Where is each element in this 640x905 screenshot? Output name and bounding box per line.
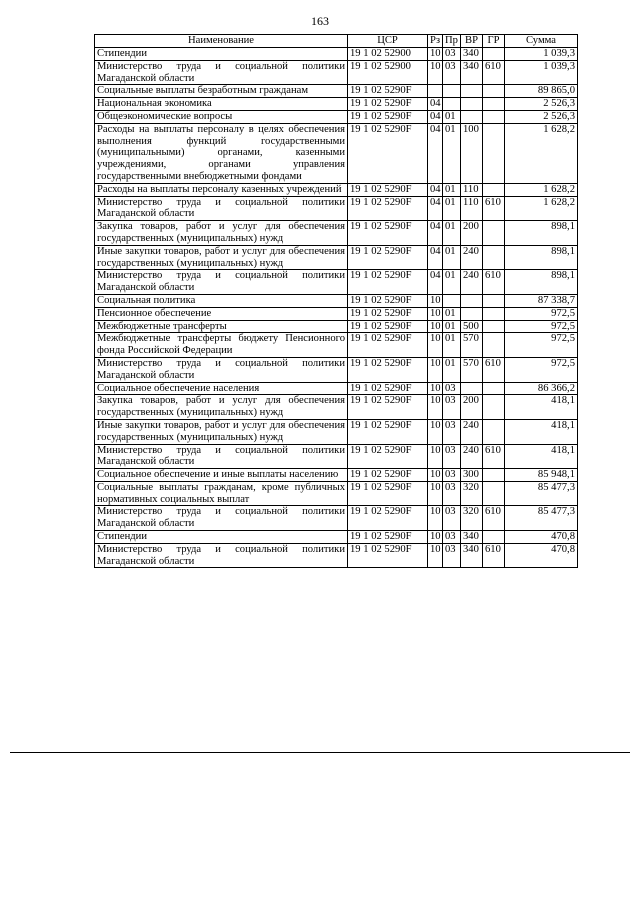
table-row [95,469,578,482]
cell-pr: 01 [443,110,461,123]
cell-rz: 10 [428,395,443,420]
cell-pr: 01 [443,357,461,382]
cell-csr: 19 1 02 5290F [348,543,428,568]
cell-sum: 1 628,2 [505,183,578,196]
cell-csr: 19 1 02 5290F [348,395,428,420]
cell-rz: 04 [428,98,443,111]
cell-vr: 340 [461,531,483,544]
cell-pr: 03 [443,506,461,531]
table-row [95,98,578,111]
cell-pr: 01 [443,183,461,196]
cell-gr: 610 [483,506,505,531]
cell-gr: 610 [483,270,505,295]
cell-vr: 200 [461,221,483,246]
cell-pr: 01 [443,221,461,246]
table-row [95,481,578,506]
cell-gr [483,183,505,196]
cell-gr: 610 [483,60,505,85]
table-row [95,320,578,333]
cell-csr: 19 1 02 5290F [348,245,428,270]
cell-name: Закупка товаров, работ и услуг для обеспечения государственных (муниципальных) нужд [95,395,348,420]
cell-sum: 972,5 [505,307,578,320]
cell-rz: 04 [428,270,443,295]
cell-vr [461,307,483,320]
cell-pr: 01 [443,320,461,333]
cell-gr: 610 [483,543,505,568]
cell-pr: 01 [443,245,461,270]
table-row [95,294,578,307]
cell-name: Иные закупки товаров, работ и услуг для обеспечения государственных (муниципальных) нужд [95,245,348,270]
cell-name: Стипендии [95,48,348,61]
cell-name: Социальное обеспечение населения [95,382,348,395]
cell-gr [483,123,505,183]
cell-vr: 110 [461,183,483,196]
cell-gr [483,395,505,420]
cell-sum: 898,1 [505,245,578,270]
cell-rz: 10 [428,60,443,85]
cell-vr: 570 [461,357,483,382]
cell-csr: 19 1 02 5290F [348,123,428,183]
cell-name: Расходы на выплаты персоналу казенных учреждений [95,183,348,196]
cell-name: Социальное обеспечение и иные выплаты населению [95,469,348,482]
cell-vr: 340 [461,60,483,85]
cell-gr [483,419,505,444]
cell-rz: 10 [428,382,443,395]
cell-gr: 610 [483,444,505,469]
cell-csr: 19 1 02 5290F [348,221,428,246]
column-header-gr: ГР [483,35,505,48]
cell-sum: 1 628,2 [505,196,578,221]
cell-csr: 19 1 02 5290F [348,320,428,333]
cell-name: Межбюджетные трансферты бюджету Пенсионного фонда Российской Федерации [95,333,348,358]
table-header-row [95,35,578,48]
table-row [95,183,578,196]
table-row [95,382,578,395]
cell-sum: 972,5 [505,320,578,333]
cell-sum: 1 628,2 [505,123,578,183]
cell-pr [443,85,461,98]
cell-name: Министерство труда и социальной политики Магаданской области [95,506,348,531]
cell-name: Национальная экономика [95,98,348,111]
cell-name: Расходы на выплаты персоналу в целях обеспечения выполнения функций государственными (муниципальными) органами, казенными учреждениями, органами управления государственными внебюджетными фондами [95,123,348,183]
cell-name: Министерство труда и социальной политики Магаданской области [95,60,348,85]
cell-csr: 19 1 02 5290F [348,506,428,531]
cell-csr: 19 1 02 5290F [348,85,428,98]
cell-sum: 87 338,7 [505,294,578,307]
table-row [95,245,578,270]
cell-pr: 01 [443,123,461,183]
table-row [95,395,578,420]
cell-csr: 19 1 02 52900 [348,60,428,85]
cell-pr: 01 [443,270,461,295]
cell-vr: 110 [461,196,483,221]
cell-pr: 03 [443,48,461,61]
cell-vr: 500 [461,320,483,333]
cell-csr: 19 1 02 5290F [348,270,428,295]
cell-rz [428,85,443,98]
table-row [95,506,578,531]
cell-vr [461,294,483,307]
cell-sum: 898,1 [505,221,578,246]
cell-vr [461,382,483,395]
cell-rz: 10 [428,419,443,444]
table-row [95,221,578,246]
cell-pr: 03 [443,419,461,444]
cell-gr [483,481,505,506]
cell-rz: 10 [428,531,443,544]
cell-name: Стипендии [95,531,348,544]
cell-name: Иные закупки товаров, работ и услуг для обеспечения государственных (муниципальных) нужд [95,419,348,444]
cell-rz: 04 [428,123,443,183]
cell-csr: 19 1 02 5290F [348,531,428,544]
cell-vr: 300 [461,469,483,482]
cell-gr [483,221,505,246]
cell-pr [443,98,461,111]
cell-csr: 19 1 02 5290F [348,444,428,469]
cell-vr: 240 [461,444,483,469]
cell-name: Министерство труда и социальной политики Магаданской области [95,543,348,568]
cell-vr: 320 [461,481,483,506]
cell-name: Министерство труда и социальной политики Магаданской области [95,444,348,469]
cell-name: Министерство труда и социальной политики Магаданской области [95,357,348,382]
cell-gr [483,294,505,307]
table-row [95,60,578,85]
cell-csr: 19 1 02 5290F [348,110,428,123]
table-row [95,357,578,382]
cell-pr: 03 [443,481,461,506]
cell-sum: 85 948,1 [505,469,578,482]
cell-pr: 03 [443,60,461,85]
cell-sum: 2 526,3 [505,110,578,123]
cell-rz: 10 [428,506,443,531]
cell-vr: 240 [461,270,483,295]
cell-gr: 610 [483,357,505,382]
cell-name: Министерство труда и социальной политики Магаданской области [95,196,348,221]
table-row [95,85,578,98]
cell-csr: 19 1 02 5290F [348,98,428,111]
cell-rz: 10 [428,469,443,482]
table-row [95,123,578,183]
cell-csr: 19 1 02 5290F [348,481,428,506]
cell-csr: 19 1 02 5290F [348,307,428,320]
cell-rz: 10 [428,543,443,568]
cell-rz: 10 [428,481,443,506]
table-row [95,531,578,544]
cell-gr [483,382,505,395]
cell-vr: 200 [461,395,483,420]
cell-vr [461,98,483,111]
cell-sum: 85 477,3 [505,481,578,506]
cell-name: Пенсионное обеспечение [95,307,348,320]
cell-sum: 86 366,2 [505,382,578,395]
table-row [95,48,578,61]
cell-rz: 04 [428,196,443,221]
cell-gr [483,307,505,320]
cell-rz: 04 [428,245,443,270]
table-row [95,307,578,320]
cell-csr: 19 1 02 5290F [348,469,428,482]
cell-pr: 03 [443,444,461,469]
cell-vr: 340 [461,543,483,568]
cell-name: Закупка товаров, работ и услуг для обеспечения государственных (муниципальных) нужд [95,221,348,246]
cell-rz: 10 [428,444,443,469]
cell-rz: 04 [428,110,443,123]
cell-csr: 19 1 02 5290F [348,294,428,307]
cell-gr [483,48,505,61]
cell-vr [461,110,483,123]
cell-name: Министерство труда и социальной политики Магаданской области [95,270,348,295]
cell-sum: 418,1 [505,419,578,444]
cell-pr: 03 [443,382,461,395]
table-body [95,48,578,568]
cell-rz: 10 [428,48,443,61]
cell-sum: 1 039,3 [505,60,578,85]
table-row [95,444,578,469]
cell-csr: 19 1 02 5290F [348,357,428,382]
cell-pr: 01 [443,196,461,221]
cell-gr [483,85,505,98]
cell-sum: 418,1 [505,444,578,469]
cell-sum: 2 526,3 [505,98,578,111]
cell-sum: 1 039,3 [505,48,578,61]
cell-vr: 240 [461,245,483,270]
column-header-rz: Рз [428,35,443,48]
cell-name: Социальная политика [95,294,348,307]
cell-csr: 19 1 02 5290F [348,196,428,221]
cell-csr: 19 1 02 52900 [348,48,428,61]
cell-pr [443,294,461,307]
cell-vr: 570 [461,333,483,358]
table-row [95,196,578,221]
cell-vr: 240 [461,419,483,444]
cell-csr: 19 1 02 5290F [348,333,428,358]
cell-sum: 89 865,0 [505,85,578,98]
cell-csr: 19 1 02 5290F [348,419,428,444]
cell-rz: 10 [428,307,443,320]
cell-sum: 85 477,3 [505,506,578,531]
cell-vr: 320 [461,506,483,531]
cell-gr: 610 [483,196,505,221]
footer-divider [10,752,630,753]
cell-sum: 898,1 [505,270,578,295]
cell-rz: 04 [428,221,443,246]
cell-pr: 03 [443,531,461,544]
cell-sum: 470,8 [505,531,578,544]
cell-gr [483,245,505,270]
column-header-vr: ВР [461,35,483,48]
budget-table [94,34,578,568]
cell-rz: 10 [428,333,443,358]
cell-gr [483,531,505,544]
cell-sum: 418,1 [505,395,578,420]
column-header-csr: ЦСР [348,35,428,48]
cell-pr: 01 [443,307,461,320]
cell-rz: 04 [428,183,443,196]
cell-gr [483,98,505,111]
cell-vr: 100 [461,123,483,183]
cell-sum: 972,5 [505,357,578,382]
cell-name: Межбюджетные трансферты [95,320,348,333]
table-row [95,543,578,568]
cell-gr [483,320,505,333]
cell-gr [483,469,505,482]
cell-gr [483,333,505,358]
cell-vr: 340 [461,48,483,61]
cell-csr: 19 1 02 5290F [348,183,428,196]
cell-pr: 01 [443,333,461,358]
cell-pr: 03 [443,469,461,482]
cell-sum: 470,8 [505,543,578,568]
table-row [95,419,578,444]
column-header-sum: Сумма [505,35,578,48]
cell-name: Общеэкономические вопросы [95,110,348,123]
cell-name: Социальные выплаты безработным гражданам [95,85,348,98]
table-row [95,110,578,123]
cell-rz: 10 [428,320,443,333]
cell-csr: 19 1 02 5290F [348,382,428,395]
cell-rz: 10 [428,294,443,307]
cell-name: Социальные выплаты гражданам, кроме публичных нормативных социальных выплат [95,481,348,506]
column-header-name: Наименование [95,35,348,48]
page-number: 163 [311,14,329,28]
cell-gr [483,110,505,123]
table-row [95,270,578,295]
cell-sum: 972,5 [505,333,578,358]
cell-pr: 03 [443,543,461,568]
cell-pr: 03 [443,395,461,420]
cell-rz: 10 [428,357,443,382]
column-header-pr: Пр [443,35,461,48]
cell-vr [461,85,483,98]
table-row [95,333,578,358]
